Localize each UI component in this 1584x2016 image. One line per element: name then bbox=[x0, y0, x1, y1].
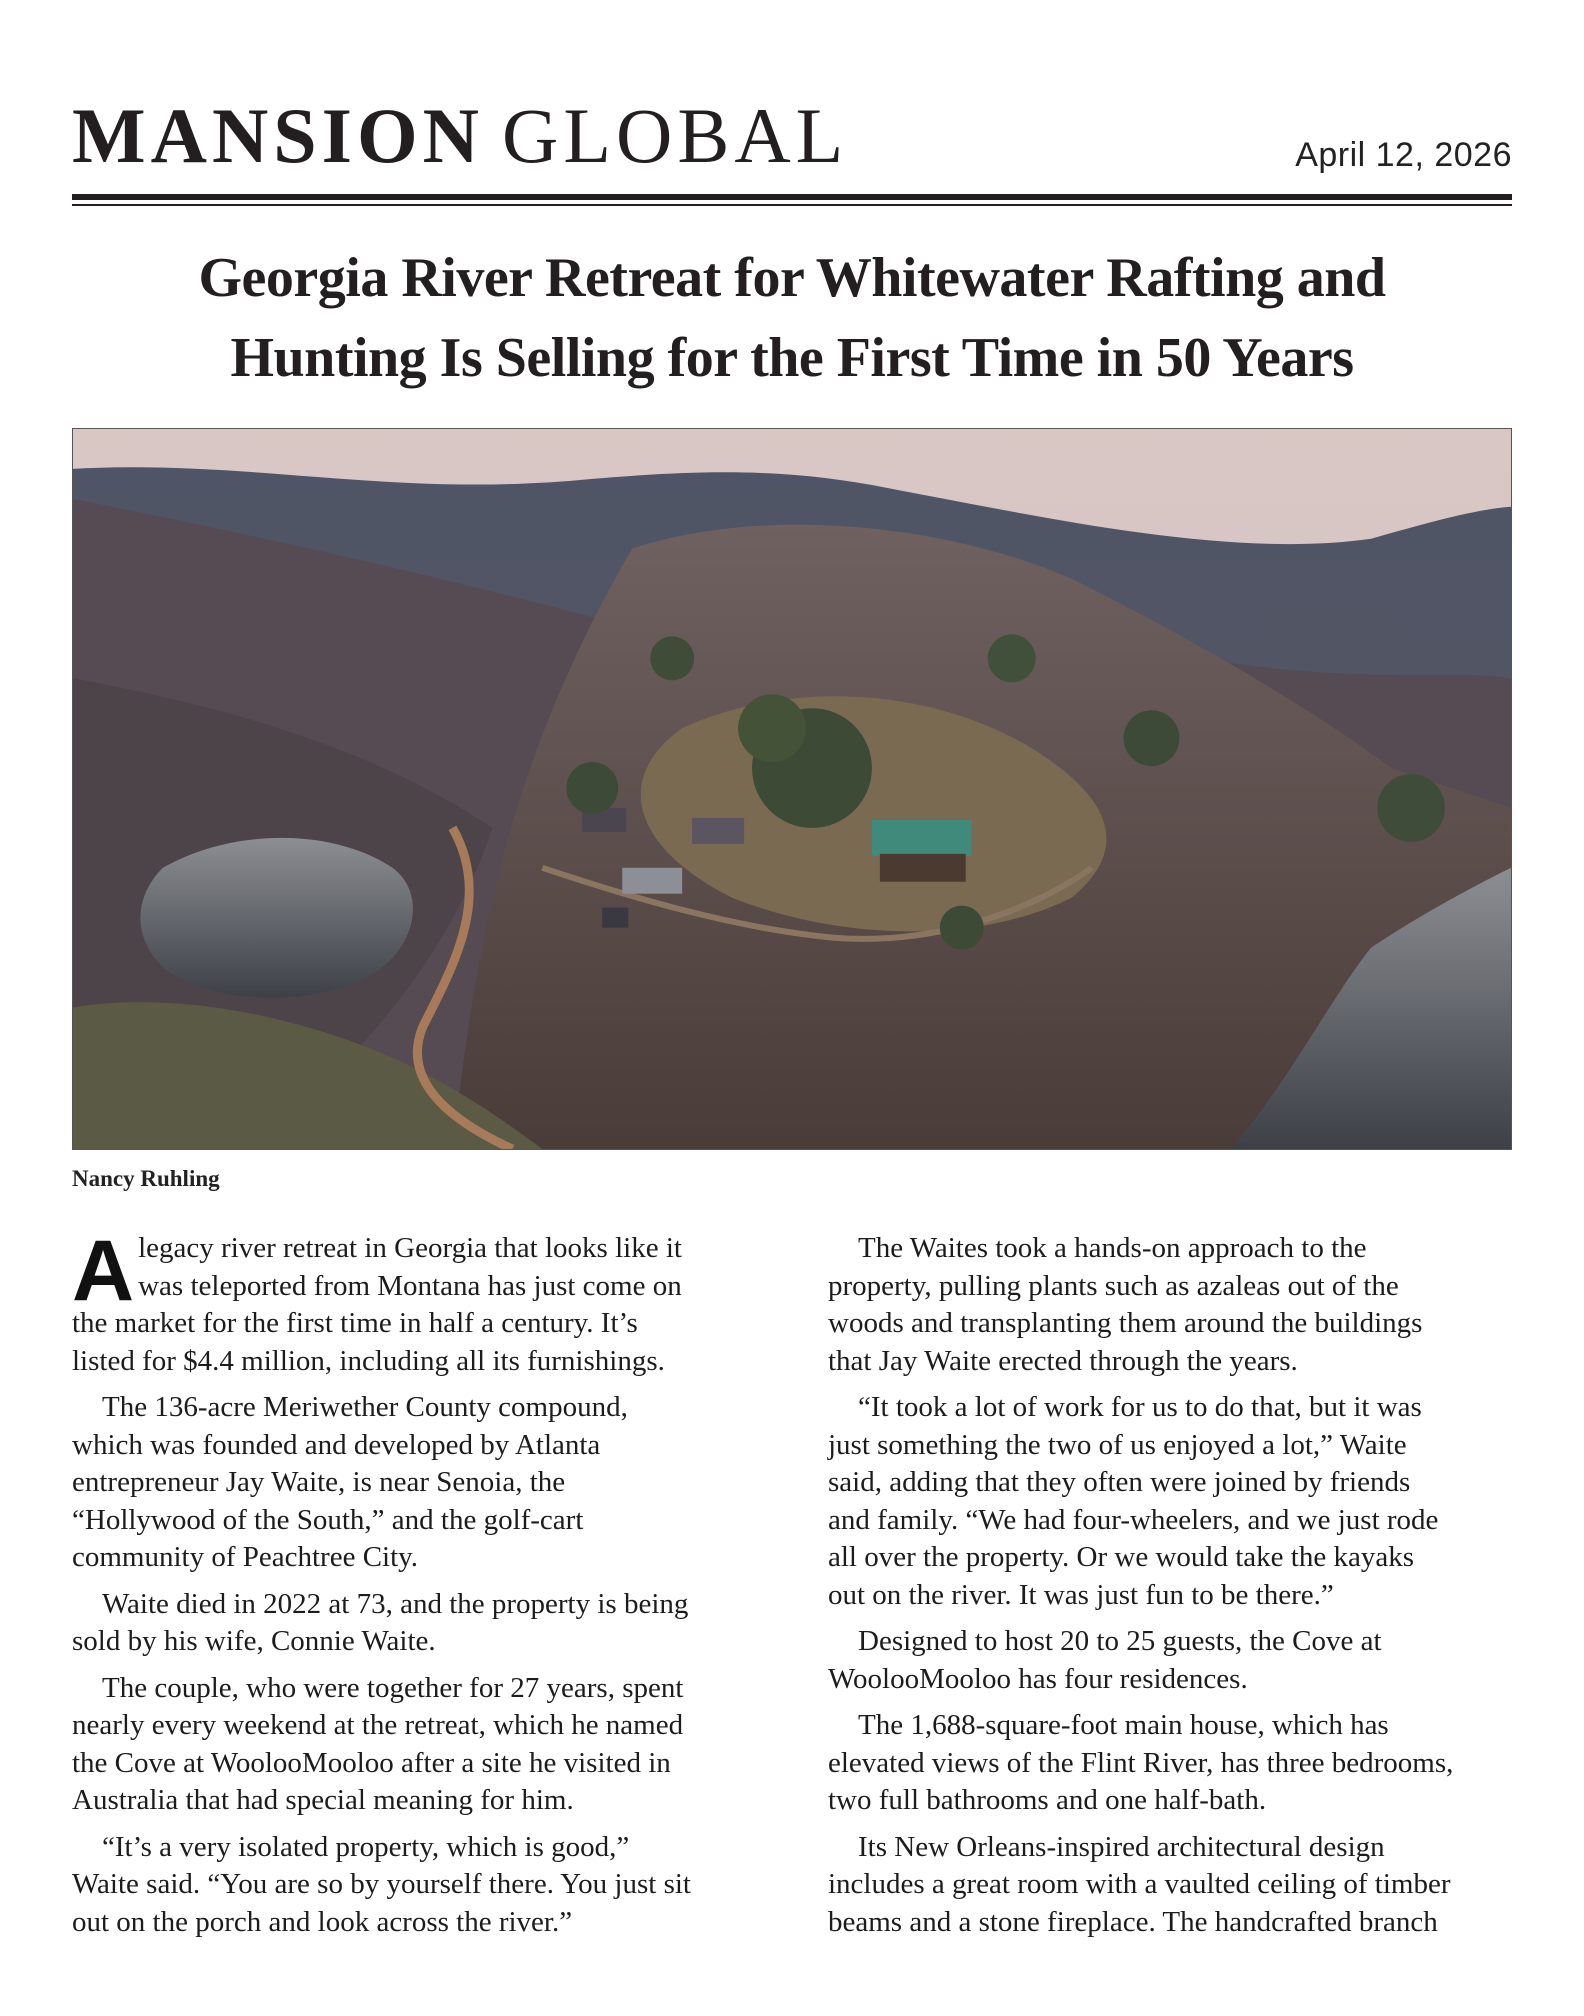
text-line: elevated views of the Flint River, has three bedrooms, bbox=[828, 1746, 1454, 1779]
article-paragraph bbox=[72, 1389, 762, 1577]
text-line: the market for the first time in half a century. It’s bbox=[72, 1307, 638, 1339]
text-line: out on the river. It was just fun to be there.” bbox=[828, 1578, 1334, 1611]
text-line: property, pulling plants such as azaleas out of the bbox=[828, 1269, 1399, 1302]
article-paragraph bbox=[72, 1223, 762, 1380]
masthead bbox=[72, 92, 1512, 179]
article-paragraph bbox=[828, 1230, 1518, 1380]
article-paragraph bbox=[828, 1389, 1518, 1614]
text-line: “It’s a very isolated property, which is good,” bbox=[102, 1830, 630, 1863]
text-line: The Waites took a hands-on approach to the bbox=[858, 1232, 1367, 1264]
text-line: Australia that had special meaning for him. bbox=[72, 1784, 574, 1816]
text-line: The 1,688-square-foot main house, which has bbox=[858, 1709, 1389, 1741]
text-line: Designed to host 20 to 25 guests, the Cove at bbox=[858, 1625, 1382, 1657]
text-line: Waite said. “You are so by yourself there. You just sit bbox=[72, 1868, 691, 1900]
logo-word-mansion: MANSION bbox=[72, 92, 485, 179]
text-line: woods and transplanting them around the buildings bbox=[828, 1307, 1423, 1339]
text-line: “Hollywood of the South,” and the golf-cart bbox=[72, 1503, 584, 1536]
text-line: entrepreneur Jay Waite, is near Senoia, the bbox=[72, 1466, 566, 1498]
article-paragraph bbox=[72, 1829, 762, 1942]
article-column-right bbox=[828, 1230, 1518, 1950]
article-paragraph bbox=[72, 1670, 762, 1820]
aerial-photo-illustration bbox=[73, 429, 1511, 1149]
logo-word-global: GLOBAL bbox=[502, 92, 849, 179]
drop-cap: A bbox=[72, 1223, 135, 1319]
text-line: nearly every weekend at the retreat, which he named bbox=[72, 1709, 684, 1741]
masthead-rule-thin bbox=[72, 204, 1512, 206]
article-paragraph bbox=[828, 1707, 1518, 1820]
article-paragraph bbox=[828, 1829, 1518, 1942]
text-line: Waite died in 2022 at 73, and the property is being bbox=[102, 1587, 689, 1620]
text-line: all over the property. Or we would take the kayaks bbox=[828, 1541, 1414, 1573]
article-paragraph bbox=[828, 1623, 1518, 1698]
text-line: was teleported from Montana has just come on bbox=[138, 1269, 682, 1302]
text-line: beams and a stone fireplace. The handcrafted branch bbox=[828, 1905, 1438, 1938]
article-paragraph bbox=[72, 1586, 762, 1661]
text-line: two full bathrooms and one half-bath. bbox=[828, 1784, 1267, 1816]
text-line: said, adding that they often were joined by friends bbox=[828, 1466, 1411, 1498]
text-line: that Jay Waite erected through the years. bbox=[828, 1344, 1298, 1377]
text-line: community of Peachtree City. bbox=[72, 1541, 419, 1573]
text-line: and family. “We had four-wheelers, and we just rode bbox=[828, 1503, 1439, 1536]
publication-date: April 12, 2026 bbox=[1295, 136, 1512, 174]
text-line: which was founded and developed by Atlanta bbox=[72, 1428, 601, 1461]
headline-line-1: Georgia River Retreat for Whitewater Rafting and bbox=[198, 247, 1386, 309]
masthead-rule-thick bbox=[72, 194, 1512, 200]
text-line: The 136-acre Meriwether County compound, bbox=[102, 1391, 628, 1423]
text-line: Its New Orleans-inspired architectural design bbox=[858, 1830, 1385, 1863]
photo-credit: Nancy Ruhling bbox=[72, 1166, 220, 1191]
aerial-property-photo[interactable] bbox=[72, 428, 1512, 1150]
text-line: The couple, who were together for 27 years, spent bbox=[102, 1671, 684, 1704]
text-line: the Cove at WoolooMooloo after a site he visited in bbox=[72, 1746, 671, 1779]
text-line: WoolooMooloo has four residences. bbox=[828, 1662, 1248, 1695]
text-line: “It took a lot of work for us to do that, but it was bbox=[858, 1391, 1422, 1423]
mansion-global-logo[interactable] bbox=[72, 92, 849, 179]
text-line: legacy river retreat in Georgia that looks like it bbox=[138, 1232, 682, 1264]
text-line: listed for $4.4 million, including all its furnishings. bbox=[72, 1344, 665, 1377]
text-line: sold by his wife, Connie Waite. bbox=[72, 1625, 436, 1657]
article-column-left bbox=[72, 1223, 762, 1950]
text-line: includes a great room with a vaulted ceiling of timber bbox=[828, 1868, 1451, 1900]
headline-line-2: Hunting Is Selling for the First Time in 50 Years bbox=[230, 327, 1354, 389]
article-headline bbox=[72, 238, 1512, 398]
text-line: just something the two of us enjoyed a lot,” Waite bbox=[828, 1428, 1407, 1461]
text-line: out on the porch and look across the river.” bbox=[72, 1905, 573, 1938]
